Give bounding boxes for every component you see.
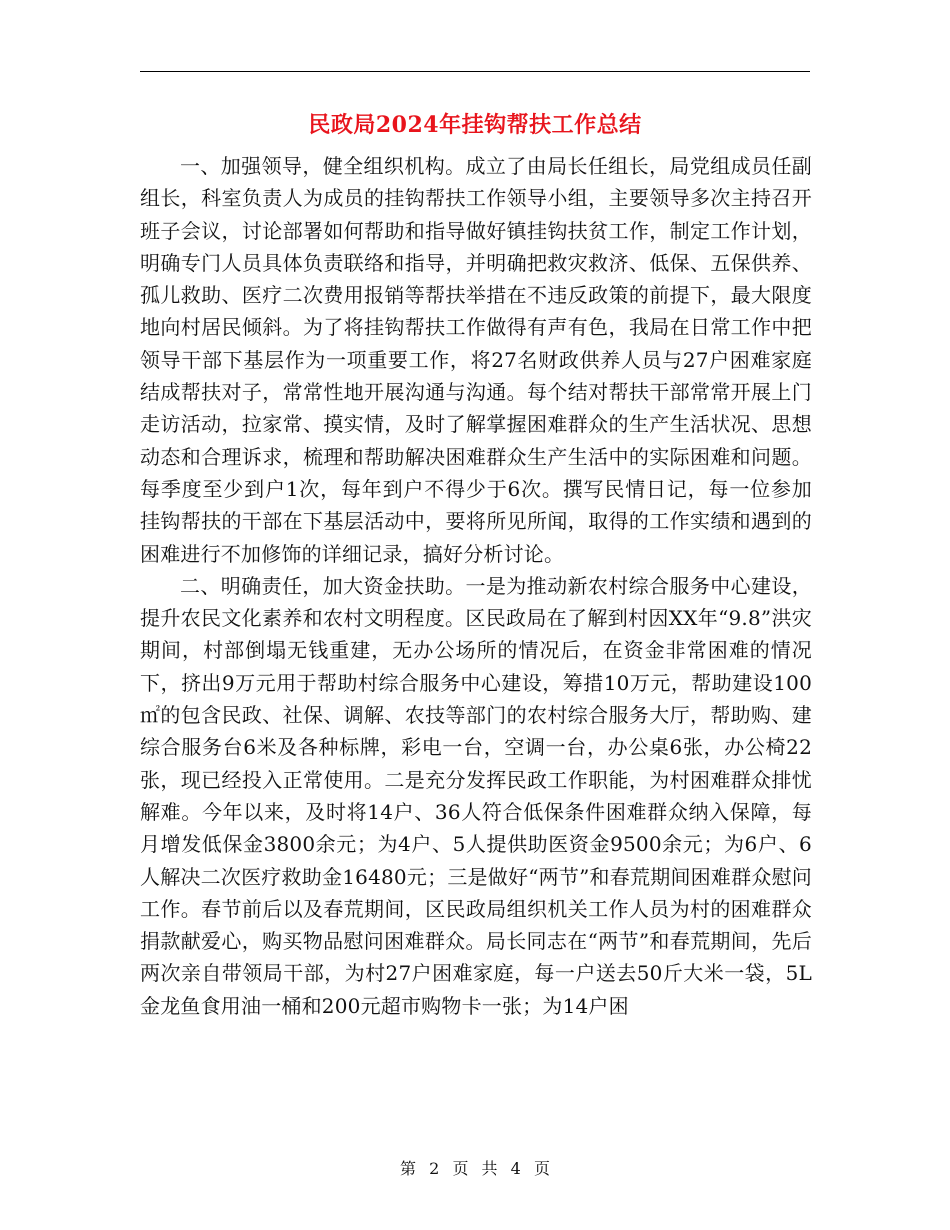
document-body	[140, 150, 812, 1022]
document-title: 民政局2024年挂钩帮扶工作总结	[308, 112, 642, 138]
footer-label-total-unit: 页	[533, 1159, 550, 1178]
paragraph-1: 一、加强领导，健全组织机构。成立了由局长任组长，局党组成员任副组长，科室负责人为成员的挂钩帮扶工作领导小组，主要领导多次主持召开班子会议，讨论部署如何帮助和指导做好镇挂钩扶贫工作，制定工作计划，明确专门人员具体负责联络和指导，并明确把救灾救济、低保、五保供养、孤儿救助、医疗二次费用报销等帮扶举措在不违反政策的前提下，最大限度地向村居民倾斜。为了将挂钩帮扶工作做得有声有色，我局在日常工作中把领导干部下基层作为一项重要工作，将27名财政供养人员与27户困难家庭结成帮扶对子，常常性地开展沟通与沟通。每个结对帮扶干部常常开展上门走访活动，拉家常、摸实情，及时了解掌握困难群众的生产生活状况、思想动态和合理诉求，梳理和帮助解决困难群众生产生活中的实际困难和问题。每季度至少到户1次，每年到户不得少于6次。撰写民情日记，每一位参加挂钩帮扶的干部在下基层活动中，要将所见所闻，取得的工作实绩和遇到的困难进行不加修饰的详细记录，搞好分析讨论。	[140, 154, 812, 566]
page-footer	[0, 1156, 950, 1179]
paragraph-2: 二、明确责任，加大资金扶助。一是为推动新农村综合服务中心建设，提升农民文化素养和农村文明程度。区民政局在了解到村因XX年“9.8”洪灾期间，村部倒塌无钱重建，无办公场所的情况后，在资金非常困难的情况下，挤出9万元用于帮助村综合服务中心建设，筹措10万元，帮助建设100㎡的包含民政、社保、调解、农技等部门的农村综合服务大厅，帮助购、建综合服务台6米及各种标牌，彩电一台，空调一台，办公桌6张，办公椅22张，现已经投入正常使用。二是充分发挥民政工作职能，为村困难群众排忧解难。今年以来，及时将14户、36人符合低保条件困难群众纳入保障，每月增发低保金3800余元；为4户、5人提供助医资金9500余元；为6户、6人解决二次医疗救助金16480元；三是做好“两节”和春荒期间困难群众慰问工作。春节前后以及春荒期间，区民政局组织机关工作人员为村的困难群众捐款献爱心，购买物品慰问困难群众。局长同志在“两节”和春荒期间，先后两次亲自带领局干部，为村27户困难家庭，每一户送去50斤大米一袋，5L金龙鱼食用油一桶和200元超市购物卡一张；为14户困	[140, 573, 812, 1018]
footer-label-page: 第	[400, 1159, 417, 1178]
header-rule	[140, 71, 810, 72]
footer-label-total: 共	[481, 1159, 498, 1178]
footer-total-pages: 4	[510, 1159, 521, 1178]
footer-current-page: 2	[429, 1159, 440, 1178]
footer-label-page-unit: 页	[452, 1159, 469, 1178]
